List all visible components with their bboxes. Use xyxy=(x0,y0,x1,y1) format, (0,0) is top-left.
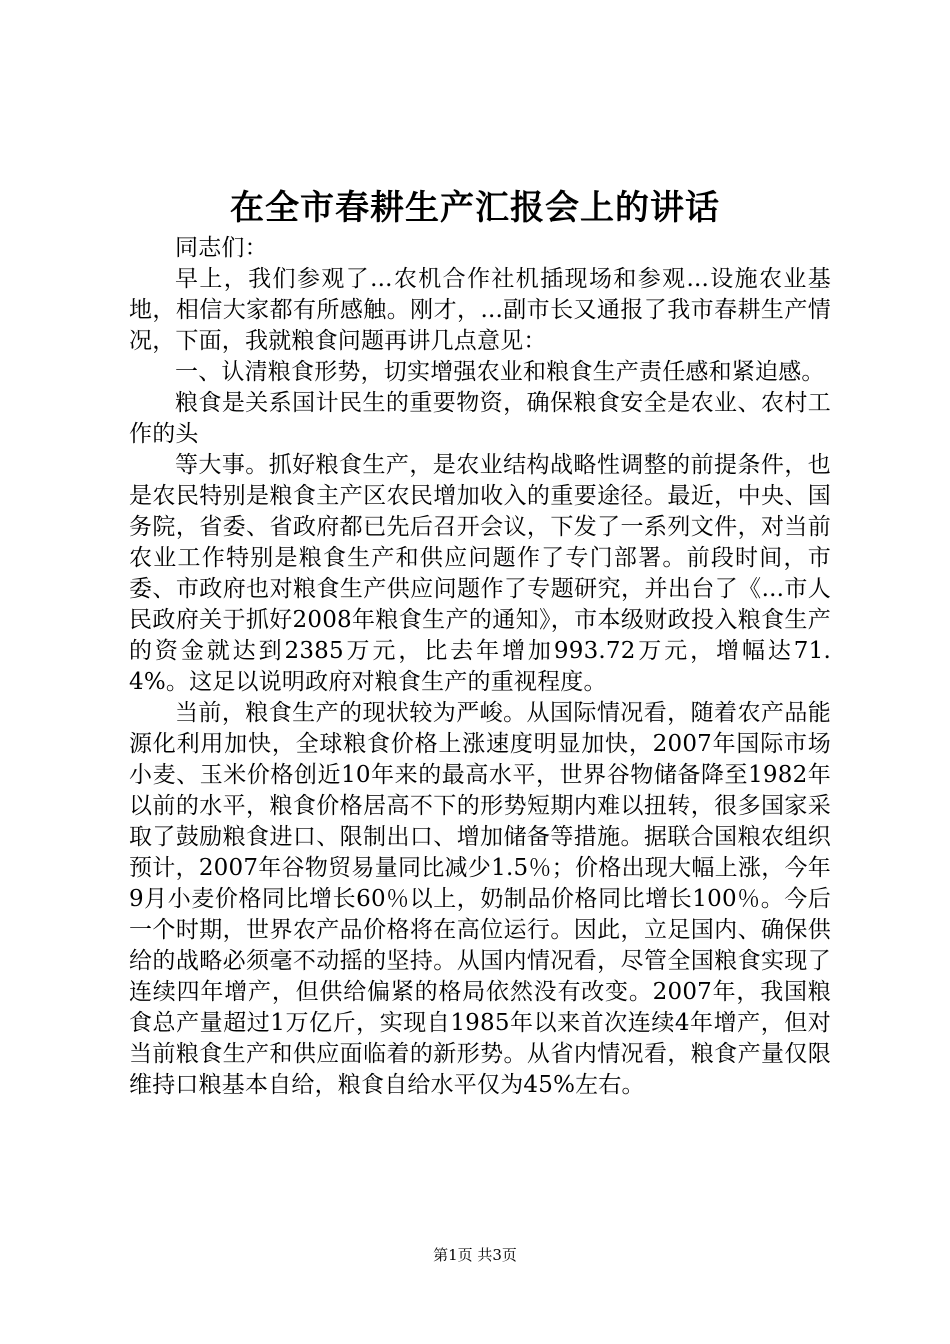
paragraph-grain-policy: 等大事。抓好粮食生产，是农业结构战略性调整的前提条件，也是农民特别是粮食主产区农民增加收入的重要途径。最近，中央、国务院，省委、省政府都已先后召开会议，下发了一系列文件，对当前农业工作特别是粮食生产和供应问题作了专门部署。前段时间，市委、市政府也对粮食生产供应问题作了专题研究，并出台了《...市人民政府关于抓好2008年粮食生产的通知》，市本级财政投入粮食生产的资金就达到2385万元，比去年增加993.72万元，增幅达71.4%。这足以说明政府对粮食生产的重视程度。 xyxy=(129,452,831,695)
paragraph-greeting: 同志们： xyxy=(175,235,268,261)
paragraph-current-situation: 当前，粮食生产的现状较为严峻。从国际情况看，随着农产品能源化利用加快，全球粮食价格上涨速度明显加快，2007年国际市场小麦、玉米价格创近10年来的最高水平，世界谷物储备降至1982年以前的水平，粮食价格居高不下的形势短期内难以扭转，很多国家采取了鼓励粮食进口、限制出口、增加储备等措施。据联合国粮农组织预计，2007年谷物贸易量同比减少1.5％；价格出现大幅上涨，今年9月小麦价格同比增长60％以上，奶制品价格同比增长100％。今后一个时期，世界农产品价格将在高位运行。因此，立足国内、确保供给的战略必须毫不动摇的坚持。从国内情况看，尽管全国粮食实现了连续四年增产，但供给偏紧的格局依然没有改变。2007年，我国粮食总产量超过1万亿斤，实现自1985年以来首次连续4年增产，但对当前粮食生产和供应面临着的新形势。从省内情况看，粮食产量仅限维持口粮基本自给，粮食自给水平仅为45%左右。 xyxy=(129,700,831,1098)
paragraph-section-heading: 一、认清粮食形势，切实增强农业和粮食生产责任感和紧迫感。 xyxy=(175,359,825,385)
page-footer: 第1页 共3页 xyxy=(433,1246,517,1264)
paragraph-intro: 早上，我们参观了...农机合作社机插现场和参观...设施农业基地，相信大家都有所感触。刚才，...副市长又通报了我市春耕生产情况，下面，我就粮食问题再讲几点意见： xyxy=(129,266,831,354)
paragraph-grain-importance: 粮食是关系国计民生的重要物资，确保粮食安全是农业、农村工作的头 xyxy=(129,390,831,447)
document-title: 在全市春耕生产汇报会上的讲话 xyxy=(230,188,720,228)
document-body xyxy=(129,233,831,1101)
